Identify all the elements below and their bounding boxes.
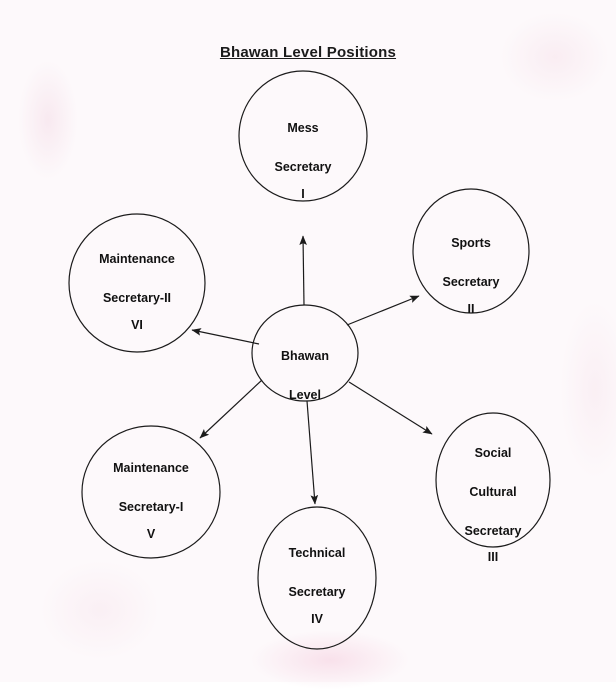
node-numeral: III xyxy=(487,550,499,565)
node-line-1: Bhawan xyxy=(281,349,329,364)
node-line-2: Secretary xyxy=(442,275,500,290)
arrow-to-mess-secretary xyxy=(303,236,304,305)
node-numeral: I xyxy=(301,186,305,201)
node-line-1: Maintenance xyxy=(99,252,175,267)
node-line-1: Mess xyxy=(287,121,319,136)
node-line-2: Cultural xyxy=(469,485,517,500)
arrow-to-technical-secretary xyxy=(307,401,315,504)
node-line-1: Technical xyxy=(288,546,346,561)
node-numeral: IV xyxy=(311,611,323,626)
node-sports-secretary xyxy=(413,189,529,313)
node-maintenance-secretary-i xyxy=(82,426,220,558)
arrow-to-social-cultural-secretary xyxy=(349,382,432,434)
node-line-2: Secretary-I xyxy=(118,500,184,515)
node-numeral: V xyxy=(146,526,156,541)
arrow-to-maintenance-secretary-ii xyxy=(192,330,259,344)
page-title: Bhawan Level Positions xyxy=(219,44,397,61)
node-line-2: Secretary-II xyxy=(102,291,172,306)
node-bhawan-level xyxy=(252,305,358,401)
node-line-1: Maintenance xyxy=(113,461,189,476)
node-line-1: Sports xyxy=(451,236,491,251)
node-numeral: VI xyxy=(131,317,143,332)
node-social-cultural-secretary xyxy=(436,413,550,547)
node-line-2: Level xyxy=(289,388,321,403)
node-technical-secretary xyxy=(258,507,376,649)
node-line-2: Secretary xyxy=(274,160,332,175)
node-line-1: Social xyxy=(474,446,512,461)
node-mess-secretary xyxy=(239,71,367,201)
node-numeral: II xyxy=(467,301,475,316)
arrow-to-maintenance-secretary-i xyxy=(200,380,262,438)
arrow-to-sports-secretary xyxy=(347,296,419,325)
node-maintenance-secretary-ii xyxy=(69,214,205,352)
node-line-2: Secretary xyxy=(288,585,346,600)
node-line-3: Secretary xyxy=(464,523,522,538)
